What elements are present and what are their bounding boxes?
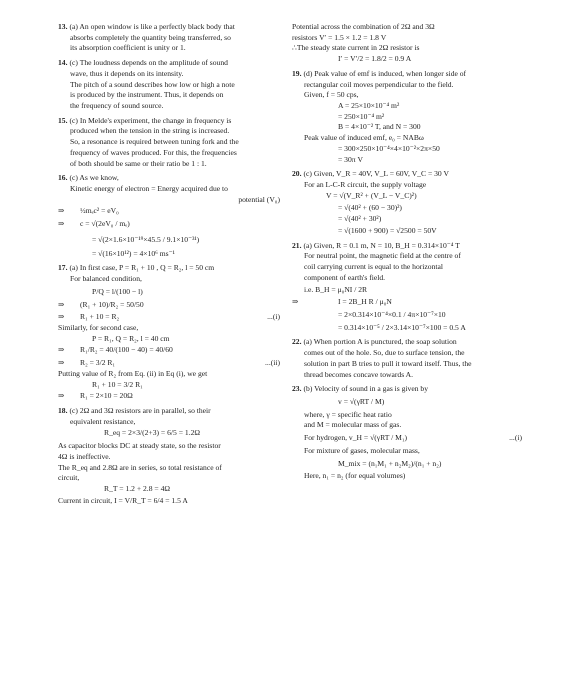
equation: R₁/R₂ = 40/(100 − 40) = 40/60	[80, 345, 173, 355]
answer-number: 21.	[292, 240, 302, 250]
text-line: (d) Peak value of emf is induced, when longer side of	[303, 68, 467, 78]
text-line: thread becomes concave towards A.	[304, 369, 414, 379]
text-line: rectangular coil moves perpendicular to the field.	[304, 79, 454, 89]
equation: v = √(γRT / M)	[338, 397, 385, 406]
text-line: (c) As we know,	[69, 173, 119, 183]
equation: = 2×0.314×10⁻⁴×0.1 / 4π×10⁻⁷×10	[338, 309, 446, 319]
text-line: its absorption coefficient is unity or 1.	[70, 43, 186, 53]
answer-18-continued	[292, 22, 522, 64]
text-line: Potential across the combination of 2Ω and 3Ω	[292, 22, 435, 31]
equation: M_mix = (n₁M₁ + n₂M₂)/(n₁ + n₂)	[338, 458, 442, 468]
equation: Current in circuit, I = V/R_T = 6/4 = 1.5 A	[58, 495, 188, 505]
text-line: produced when the tension in the string is increased.	[70, 126, 230, 136]
implies-symbol: ⇒	[292, 297, 299, 307]
equation: = 250×10⁻⁴ m²	[338, 111, 385, 121]
text-line: is produced by the instrument. Thus, it depends on	[70, 90, 224, 100]
implies-symbol: ⇒	[58, 345, 65, 355]
answer-17	[58, 263, 280, 401]
equation: For hydrogen, v_H = √(γRT / M₁)	[304, 433, 408, 443]
equation: R₂ = 3/2 R₁	[80, 358, 116, 368]
equation: P = R₁, Q = R₂, l = 40 cm	[92, 333, 170, 343]
text-line: (b) Velocity of sound in a gas is given by	[303, 384, 429, 394]
answer-number: 17.	[58, 263, 68, 273]
answer-23	[292, 384, 522, 481]
answer-18	[58, 406, 280, 505]
text-line: solution in part B tries to pull it toward itself. Thus, the	[304, 358, 472, 368]
equation: A = 25×10×10⁻⁴ m²	[338, 101, 400, 111]
equation: B = 4×10⁻² T, and N = 300	[338, 122, 421, 132]
answer-number: 22.	[292, 337, 302, 347]
equation: R₁ + 10 = 3/2 R₁	[92, 379, 143, 389]
text-line: For balanced condition,	[70, 274, 142, 284]
text-line: For an L-C-R circuit, the supply voltage	[304, 180, 427, 190]
equation: P/Q = l/(100 − l)	[92, 286, 143, 296]
equation: = √(1600 + 900) = √2500 = 50V	[338, 225, 437, 235]
text-line: wave, thus it depends on its intensity.	[70, 68, 184, 78]
answer-number: 18.	[58, 406, 68, 415]
answer-19	[292, 69, 522, 164]
equation: i.e. B_H = μ₀NI / 2R	[304, 284, 368, 294]
right-column	[292, 22, 522, 482]
answer-13	[58, 22, 280, 53]
text-line: of both should be same or their ratio be 1 : 1.	[70, 158, 207, 168]
implies-symbol: ⇒	[58, 219, 65, 229]
text-line: ∴The steady state current in 2Ω resistor is	[292, 43, 420, 53]
equation: = √(16×10¹²) = 4×10⁶ ms⁻¹	[92, 248, 175, 258]
equation: (R₁ + 10)/R₂ = 50/50	[80, 299, 144, 309]
implies-symbol: ⇒	[58, 391, 65, 401]
answer-number: 14.	[58, 58, 68, 68]
text-line: potential (V₀)	[238, 194, 280, 204]
text-line: absorbs completely the quantity being transferred, so	[70, 32, 231, 42]
equation: ½mₑc² = eV₀	[80, 205, 119, 215]
answer-number: 16.	[58, 173, 68, 183]
equation: = 30π V	[338, 154, 363, 164]
text-line: and M = molecular mass of gas.	[304, 420, 402, 430]
text-line: (a) In first case, P = R₁ + 10 , Q = R₂, l = 50 cm	[69, 263, 215, 273]
text-line: Here, n₁ = n₂ (for equal volumes)	[304, 471, 406, 481]
text-line: comes out of the hole. So, due to surface tension, the	[304, 348, 465, 358]
equation: R_T = 1.2 + 2.8 = 4Ω	[104, 484, 171, 494]
text-line: (a) Given, R = 0.1 m, N = 10, B_H = 0.314×10⁻⁴ T	[303, 240, 460, 250]
text-line: (a) An open window is like a perfectly black body that	[69, 22, 235, 31]
text-line: 4Ω is ineffective.	[58, 451, 111, 461]
equation: = √(40² + 30²)	[338, 214, 382, 224]
text-line: The pitch of a sound describes how low or high a note	[70, 79, 235, 89]
equation: = √(40² + (60 − 30)²)	[338, 202, 402, 212]
text-line: (c) Given, V_R = 40V, V_L = 60V, V_C = 30 V	[303, 169, 449, 179]
text-line: where, γ = specific heat ratio	[304, 409, 392, 419]
text-line: The R_eq and 2.8Ω are in series, so total resistance of	[58, 462, 222, 472]
text-line: coil carrying current is equal to the horizontal	[304, 262, 443, 272]
equation: = 0.314×10⁻⁵ / 2×3.14×10⁻⁷×100 = 0.5 A	[338, 322, 466, 332]
text-line: (a) When portion A is punctured, the soap solution	[303, 337, 457, 347]
equation: = 300×250×10⁻⁴×4×10⁻²×2π×50	[338, 143, 440, 153]
equation: R₁ + 10 = R₂	[80, 312, 120, 322]
equation-tag: ...(ii)	[265, 358, 280, 368]
implies-symbol: ⇒	[58, 312, 65, 322]
equation: Peak value of induced emf, e₀ = NABω	[304, 133, 424, 143]
answer-number: 20.	[292, 169, 302, 179]
implies-symbol: ⇒	[58, 299, 65, 309]
text-line: frequency of waves produced. For this, the frequencies	[70, 147, 237, 157]
answer-number: 13.	[58, 22, 68, 31]
text-line: (c) The loudness depends on the amplitude of sound	[69, 58, 228, 68]
implies-symbol: ⇒	[58, 205, 65, 215]
text-line: (c) 2Ω and 3Ω resistors are in parallel, so their	[69, 406, 211, 415]
equation: = √(2×1.6×10⁻¹⁹×45.5 / 9.1×10⁻³¹)	[92, 234, 200, 244]
implies-symbol: ⇒	[58, 358, 65, 368]
text-line: (c) In Melde's experiment, the change in frequency is	[69, 115, 232, 125]
answer-21	[292, 241, 522, 333]
equation: I′ = V′/2 = 1.8/2 = 0.9 A	[338, 54, 412, 64]
equation: R₁ = 2×10 = 20Ω	[80, 391, 133, 401]
equation: Given, f = 50 cps,	[304, 90, 359, 100]
equation-tag: ...(i)	[267, 312, 280, 322]
answer-14	[58, 58, 280, 111]
equation: I = 2B_H R / μ₀N	[338, 297, 392, 307]
text-line: the frequency of sound source.	[70, 101, 164, 111]
text-line: component of earth's field.	[304, 272, 386, 282]
answer-16	[58, 173, 280, 258]
text-line: Similarly, for second case,	[58, 322, 139, 332]
equation: V = √(V_R² + (V_L − V_C)²)	[326, 190, 417, 200]
text-line: As capacitor blocks DC at steady state, so the resistor	[58, 441, 221, 451]
equation: c = √(2eV₀ / mₑ)	[80, 219, 130, 229]
text-line: Putting value of R₂ from Eq. (ii) in Eq (i), we get	[58, 368, 208, 378]
answer-number: 23.	[292, 384, 302, 394]
text-line: circuit,	[58, 473, 80, 483]
answer-20	[292, 169, 522, 235]
answer-number: 15.	[58, 115, 68, 125]
equation-tag: ...(i)	[509, 433, 522, 443]
equation: R_eq = 2×3/(2+3) = 6/5 = 1.2Ω	[104, 428, 201, 438]
text-line: So, a resonance is required between tuning fork and the	[70, 137, 239, 147]
answer-15	[58, 116, 280, 169]
text-line: equivalent resistance,	[70, 416, 136, 426]
text-line: For mixture of gases, molecular mass,	[304, 445, 420, 455]
answer-number: 19.	[292, 68, 302, 78]
answer-22	[292, 337, 522, 379]
text-line: Kinetic energy of electron = Energy acquired due to	[70, 184, 228, 194]
equation: resistors V′ = 1.5 × 1.2 = 1.8 V	[292, 32, 387, 42]
text-line: For neutral point, the magnetic field at the centre of	[304, 251, 461, 261]
left-column	[58, 22, 280, 506]
